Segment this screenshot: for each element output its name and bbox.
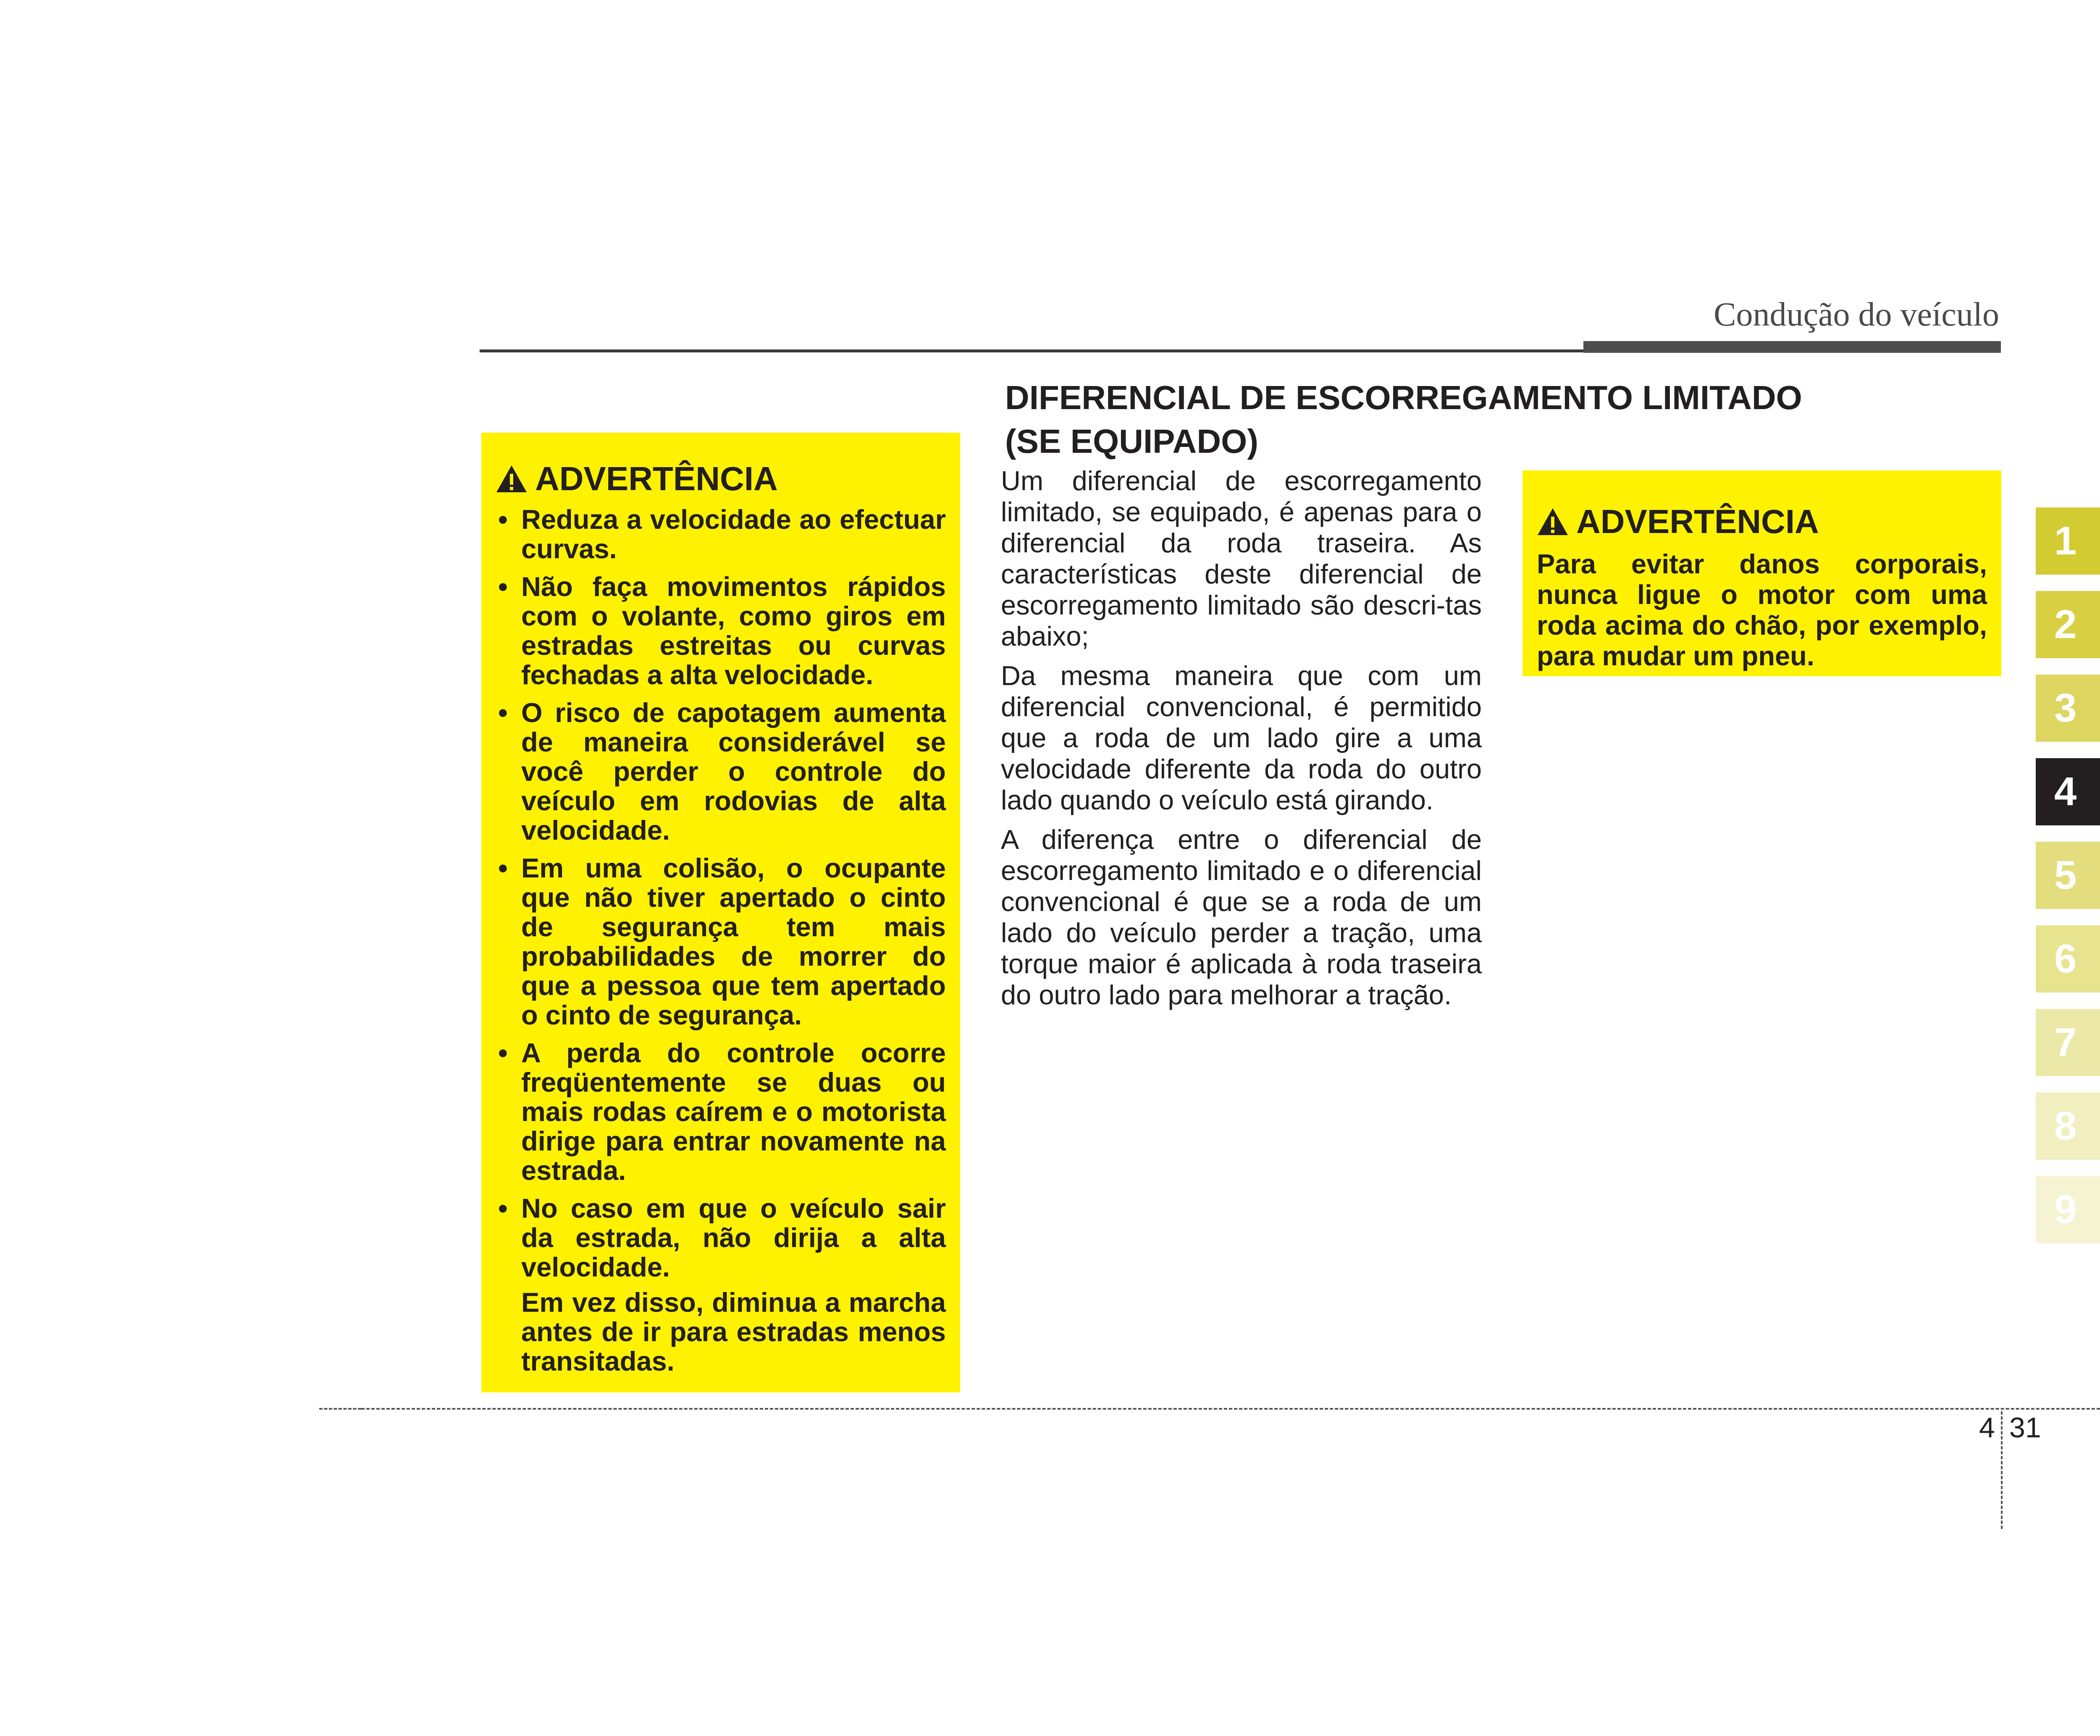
chapter-tab-label: 1 [2054, 518, 2077, 563]
warning-box-right [1522, 470, 2001, 676]
warning-title-text-right: ADVERTÊNCIA [1576, 503, 1819, 540]
warning-text-right: Para evitar danos corporais, nunca ligue o motor com uma roda acima do chão, por exemplo, para mudar um pneu. [1537, 549, 1987, 671]
warning-item [496, 698, 946, 845]
chapter-tab-6[interactable] [2036, 925, 2100, 993]
chapter-tab-8[interactable] [2036, 1093, 2100, 1160]
bullet-icon: • [498, 1037, 508, 1068]
section-title [1005, 376, 1802, 463]
running-header-title: Condução do veículo [1714, 296, 1999, 333]
warning-item [496, 572, 946, 690]
footer-rule-left [319, 1408, 361, 1410]
section-title-line1: DIFERENCIAL DE ESCORREGAMENTO LIMITADO [1005, 379, 1802, 416]
chapter-tab-2[interactable] [2036, 591, 2100, 658]
body-text [1001, 465, 1482, 1019]
warning-item-text: O risco de capotagem aumenta de maneira considerável se você perder o controle do veículo em rodovias de alta velocidade. [521, 697, 946, 846]
warning-triangle-icon [1537, 507, 1569, 536]
warning-title-left [496, 460, 946, 498]
body-paragraph: Da mesma maneira que com um diferencial convencional, é permitido que a roda de um lado gire a uma velocidade diferente da roda do outro lado quando o veículo está girando. [1001, 660, 1482, 815]
body-paragraph: A diferença entre o diferencial de escorregamento limitado e o diferencial convencional é que se a roda de um lado do veículo perder a tração, uma torque maior é aplicada à roda traseira do outro lado para melhorar a tração. [1001, 824, 1482, 1010]
chapter-tab-9[interactable] [2036, 1176, 2100, 1243]
page-number: 31 [2009, 1412, 2041, 1444]
warning-continuation-text: Em vez disso, diminua a marcha antes de ir para estradas menos transitadas. [521, 1287, 946, 1376]
chapter-tab-5[interactable] [2036, 842, 2100, 909]
bullet-icon: • [498, 697, 508, 728]
chapter-tab-1[interactable] [2036, 507, 2100, 575]
warning-item-text: A perda do controle ocorre freqüentemente se duas ou mais rodas caírem e o motorista dirige para entrar novamente na estrada. [521, 1037, 946, 1186]
chapter-tab-label: 6 [2054, 936, 2077, 981]
warning-triangle-icon [496, 465, 528, 493]
warning-item-text: No caso em que o veículo sair da estrada, não dirija a alta velocidade. [521, 1193, 946, 1282]
warning-item-continuation [496, 1288, 946, 1376]
warning-item-text: Não faça movimentos rápidos com o volante, como giros em estradas estreitas ou curvas fechadas a alta velocidade. [521, 571, 946, 690]
page-chapter-number: 4 [1979, 1412, 1995, 1444]
warning-item [496, 505, 946, 564]
chapter-tab-3[interactable] [2036, 675, 2100, 742]
header-rule-accent [1583, 341, 2001, 353]
chapter-tab-label: 8 [2054, 1103, 2077, 1148]
warning-item [496, 854, 946, 1030]
footer-divider [2001, 1411, 2003, 1529]
chapter-tab-label: 3 [2054, 685, 2077, 730]
warning-item [496, 1038, 946, 1185]
body-paragraph: Um diferencial de escorregamento limitado, se equipado, é apenas para o diferencial da roda traseira. As características deste diferencial de escorregamento limitado são descri-tas abaixo; [1001, 465, 1482, 651]
bullet-icon: • [498, 1193, 508, 1224]
warning-title-right [1537, 502, 1987, 541]
chapter-tab-4-active[interactable] [2036, 758, 2100, 825]
chapter-tab-label: 9 [2054, 1187, 2077, 1232]
bullet-icon: • [498, 571, 508, 602]
bullet-icon: • [498, 853, 508, 883]
bullet-icon: • [498, 504, 508, 535]
warning-item [496, 1194, 946, 1282]
warning-list-left [496, 505, 946, 1376]
warning-item-text: Em uma colisão, o ocupante que não tiver apertado o cinto de segurança tem mais probabilidades de morrer do que a pessoa que tem apertado o cinto de segurança. [521, 853, 946, 1030]
chapter-tab-label: 4 [2054, 769, 2077, 814]
chapter-tab-label: 2 [2054, 602, 2077, 647]
footer-rule [361, 1408, 2100, 1410]
warning-item-text: Reduza a velocidade ao efectuar curvas. [521, 504, 946, 564]
chapter-tab-label: 5 [2054, 853, 2077, 898]
chapter-tab-7[interactable] [2036, 1009, 2100, 1076]
section-title-line2: (SE EQUIPADO) [1005, 423, 1259, 460]
warning-box-left [481, 433, 960, 1392]
chapter-tab-label: 7 [2054, 1020, 2077, 1065]
warning-title-text-left: ADVERTÊNCIA [535, 460, 778, 497]
header-rule [480, 349, 1593, 352]
